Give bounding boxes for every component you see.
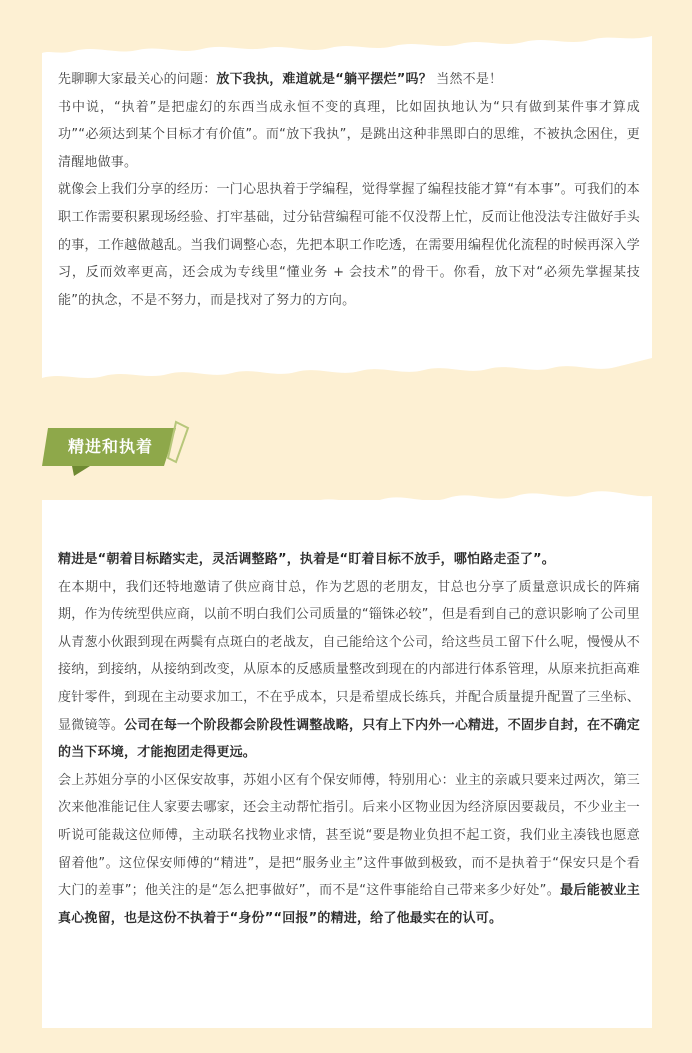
torn-paper-bottom-edge (42, 352, 652, 390)
text-run: 就像会上我们分享的经历：一门心思执着于学编程，觉得掌握了编程技能才算“有本事”。可我们的本职工作需要积累现场经验、打牢基础，过分钻营编程可能不仅没帮上忙，反而让他没法专注做好手头的事，工作越做越乱。当我们调整心态，先把本职工作吃透，在需要用编程优化流程的时候再深入学习，反而效率更高，还会成为专线里“懂业务 + 会技术”的骨干。你看，放下对“必须先掌握某技能”的执念，不是不努力，而是找对了努力的方向。 (58, 182, 640, 308)
bold-text: 最后能被业主真心挽留，也是这份不执着于“身份”“回报”的精进，给了他最实在的认可。 (58, 883, 640, 926)
section-heading-title: 精进和执着 (68, 437, 154, 456)
text-run: 当然不是！ (431, 72, 503, 87)
bold-text: 放下我执，难道就是“躺平摆烂”吗？ (216, 72, 432, 87)
text-run: 在本期中，我们还特地邀请了供应商甘总，作为艺恩的老朋友，甘总也分享了质量意识成长的阵痛期，作为传统型供应商，以前不明白我们公司质量的“锱铢必较”，但是看到自己的意识影响了公司里从青葱小伙跟到现在两鬓有点斑白的老战友，自己能给这个公司，给这些员工留下什么呢，慢慢从不接纳，到接纳，从接纳到改变，从原本的反感质量整改到现在的内部进行体系管理，从原来抗拒高难度针零件，到现在主动要求加工，不在乎成本，只是希望成长练兵，并配合质量提升配置了三坐标、显微镜等。 (58, 579, 640, 733)
paragraph (58, 767, 640, 933)
paragraph (58, 546, 640, 574)
section-heading-badge (42, 420, 202, 482)
paragraph (58, 94, 640, 177)
text-run: 会上苏姐分享的小区保安故事，苏姐小区有个保安师傅，特别用心：业主的亲戚只要来过两次，第三次来他准能记住人家要去哪家，还会主动帮忙指引。后来小区物业因为经济原因要裁员，不少业主一听说可能裁这位师傅，主动联名找物业求情，甚至说“要是物业负担不起工资，我们业主凑钱也愿意留着他”。这位保安师傅的“精进”，是把“服务业主”这件事做到极致，而不是执着于“保安只是个看大门的差事”；他关注的是“怎么把事做好”，而不是“这件事能给自己带来多少好处”。 (58, 772, 640, 899)
content-card-1 (42, 0, 652, 388)
section-2-text (58, 546, 640, 932)
torn-paper-top-edge (42, 484, 652, 530)
paragraph (58, 176, 640, 314)
torn-paper-top-edge (42, 0, 652, 60)
content-card-2 (42, 500, 652, 1028)
bold-text: 精进是“朝着目标踏实走，灵活调整路”，执着是“盯着目标不放手，哪怕路走歪了”。 (58, 552, 555, 567)
text-run: 先聊聊大家最关心的问题： (58, 72, 217, 87)
text-run: 书中说，“执着”是把虚幻的东西当成永恒不变的真理，比如固执地认为“只有做到某件事才算成功”“必须达到某个目标才有价值”。而“放下我执”，是跳出这种非黑即白的思维，不被执念困住，更清醒地做事。 (58, 99, 640, 170)
bold-text: 公司在每一个阶段都会阶段性调整战略，只有上下内外一心精进，不固步自封，在不确定的当下环境，才能抱团走得更远。 (58, 717, 640, 761)
section-1-text (58, 66, 640, 314)
paragraph (58, 574, 640, 767)
paragraph (58, 66, 640, 94)
